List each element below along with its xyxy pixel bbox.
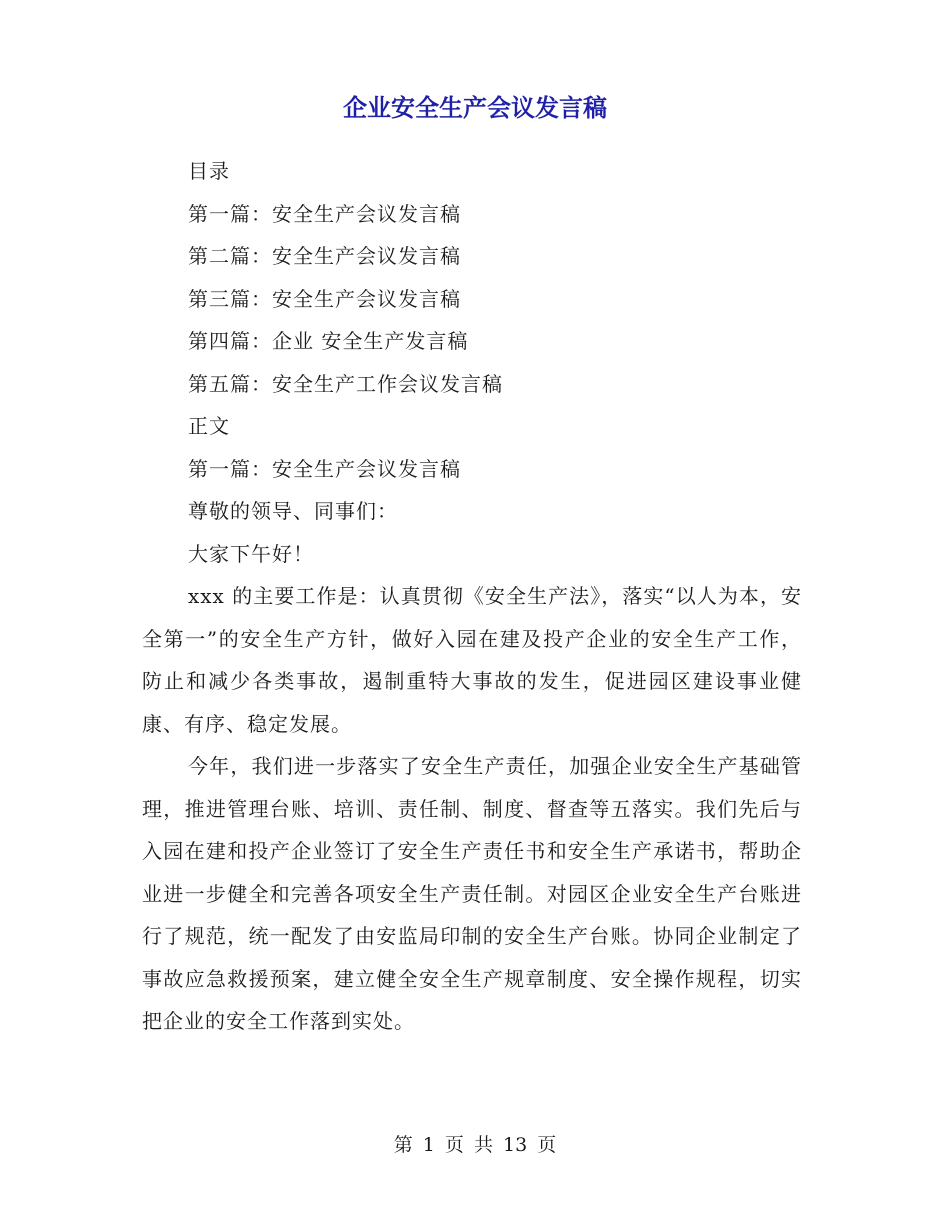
section-title: 第一篇：安全生产会议发言稿 <box>188 456 461 481</box>
toc-item: 第五篇：安全生产工作会议发言稿 <box>188 371 503 396</box>
paragraph: xxx 的主要工作是：认真贯彻《安全生产法》，落实“以人为本，安全第一”的安全生产方针，做好入园在建及投产企业的安全生产工作，防止和减少各类事故，遏制重特大事故的发生，促进园区建设事业健康、有序、稳定发展。 <box>142 584 802 736</box>
greeting: 大家下午好！ <box>188 541 314 566</box>
toc-item: 第三篇：安全生产会议发言稿 <box>188 286 461 311</box>
toc-item: 第二篇：安全生产会议发言稿 <box>188 244 461 268</box>
toc-heading: 目录 <box>188 159 230 183</box>
toc-item: 第一篇：安全生产会议发言稿 <box>188 201 461 226</box>
page-footer: 第 1 页 共 13 页 <box>393 1134 557 1156</box>
document-title: 企业安全生产会议发言稿 <box>343 93 607 122</box>
salutation: 尊敬的领导、同事们： <box>188 499 398 523</box>
paragraph: 今年，我们进一步落实了安全生产责任，加强企业安全生产基础管理，推进管理台账、培训、责任制、制度、督查等五落实。我们先后与入园在建和投产企业签订了安全生产责任书和安全生产承诺书，帮助企业进一步健全和完善各项安全生产责任制。对园区企业安全生产台账进行了规范，统一配发了由安监局印制的安全生产台账。协同企业制定了事故应急救援预案，建立健全安全生产规章制度、安全操作规程，切实把企业的安全工作落到实处。 <box>142 754 802 1033</box>
body-heading: 正文 <box>188 414 230 438</box>
document-body <box>142 150 802 1043</box>
toc-item: 第四篇：企业 安全生产发言稿 <box>188 329 469 353</box>
